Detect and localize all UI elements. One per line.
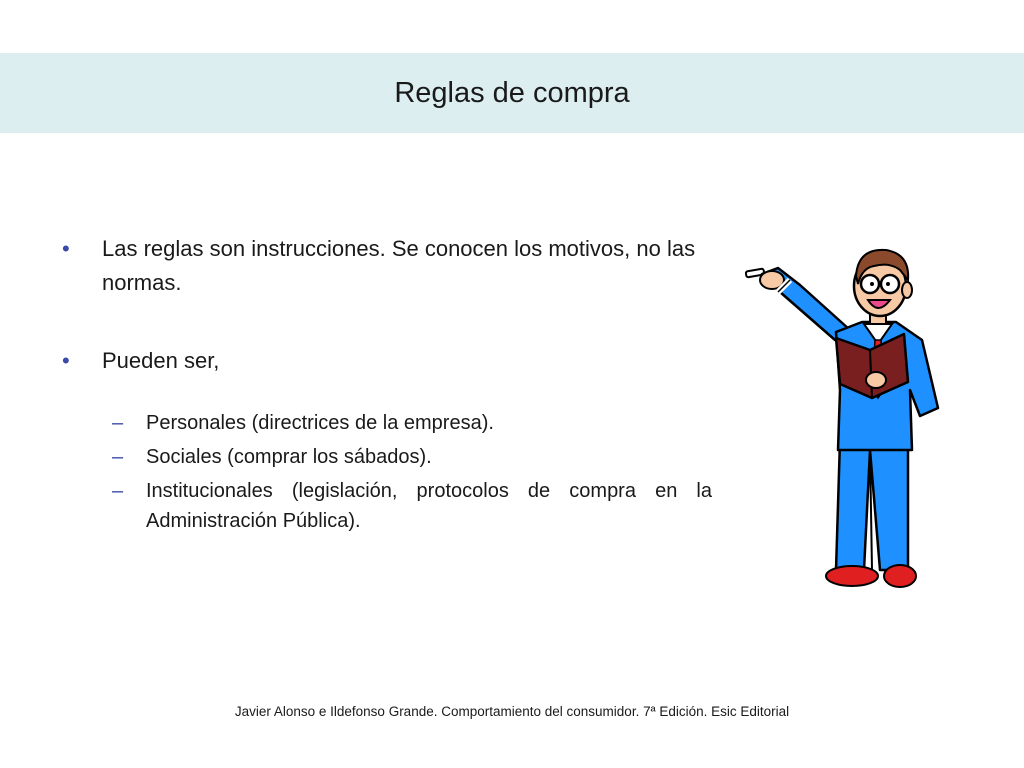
sub-text: Sociales (comprar los sábados). (146, 446, 432, 468)
bullet-marker: • (62, 348, 70, 373)
teacher-illustration (740, 240, 950, 595)
sub-item (60, 408, 712, 438)
footer-citation: Javier Alonso e Ildefonso Grande. Comportamiento del consumidor. 7ª Edición. Esic Editorial (234, 704, 790, 719)
sub-text: Institucionales (legislación, protocolos de compra en la Administración Pública). (146, 480, 712, 532)
bullet-item (60, 232, 712, 300)
slide-body (60, 232, 712, 540)
sub-marker: – (112, 446, 124, 468)
sub-text: Personales (directrices de la empresa). (146, 412, 494, 434)
teacher-with-book-and-chalk-icon (740, 240, 950, 595)
sub-marker: – (112, 412, 124, 434)
bullet-item (60, 344, 712, 378)
sub-item (60, 442, 712, 472)
sub-item (60, 476, 712, 536)
bullet-text: Pueden ser, (102, 348, 220, 373)
sub-marker: – (112, 480, 124, 502)
sub-list (60, 408, 712, 536)
bullet-text: Las reglas son instrucciones. Se conocen los motivos, no las normas. (102, 236, 696, 295)
title-band (0, 53, 1024, 133)
slide-title: Reglas de compra (394, 76, 630, 109)
bullet-marker: • (62, 236, 70, 261)
